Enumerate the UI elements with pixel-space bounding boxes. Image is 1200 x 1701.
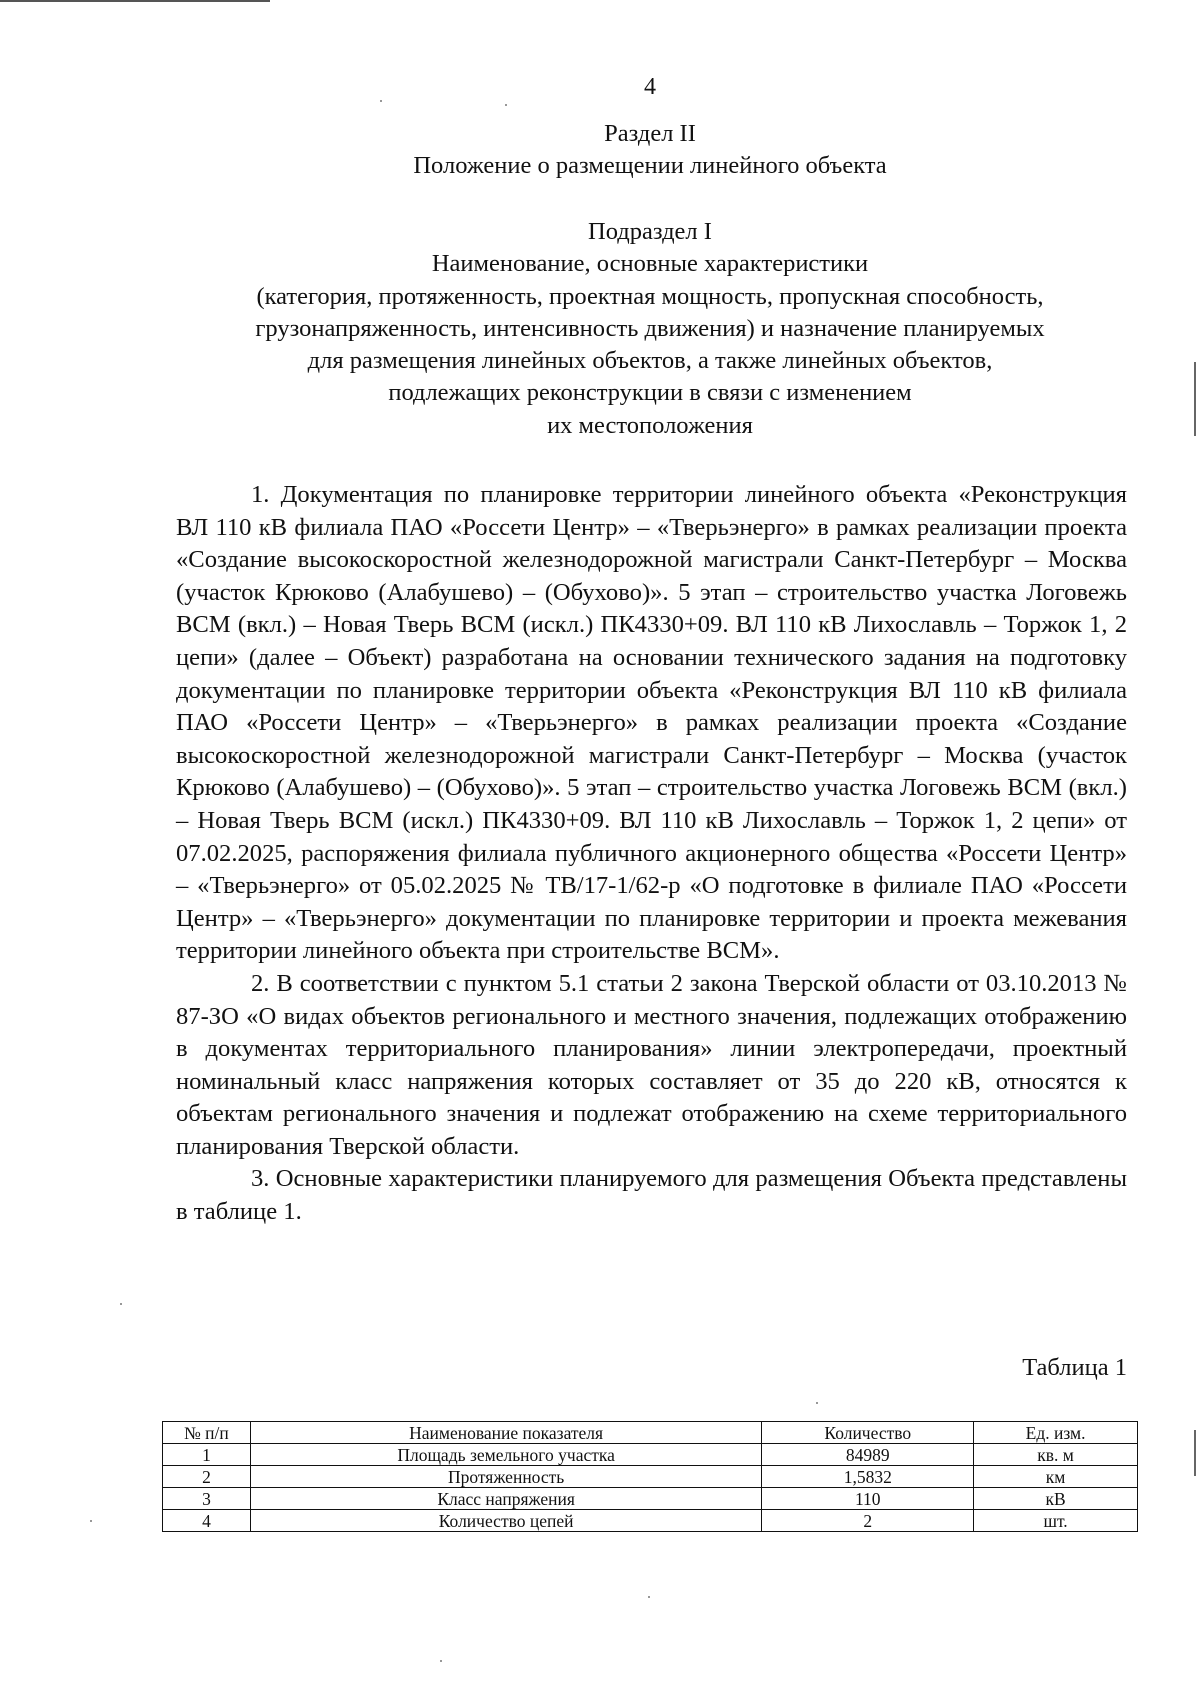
subsection-heading-line: подлежащих реконструкции в связи с изменением	[388, 379, 912, 407]
paragraph-2: 2. В соответствии с пунктом 5.1 статьи 2 закона Тверской области от 03.10.2013 № 87-ЗО «О видах объектов регионального и местного значения, подлежащих отображению в документах территориального планирования» линии электропередачи, проектный номинальный класс напряжения которых составляет от 35 до 220 кВ, относятся к объектам регионального значения и подлежат отображению на схеме территориального планирования Тверской области.	[176, 969, 1127, 1160]
cell-quantity: 1,5832	[762, 1466, 974, 1488]
table-row	[163, 1510, 1138, 1532]
section-subtitle: Положение о размещении линейного объекта	[413, 152, 887, 180]
header-number: № п/п	[163, 1422, 251, 1444]
cell-number: 3	[163, 1488, 251, 1510]
section-heading	[0, 118, 1200, 183]
subsection-title: Подраздел I	[588, 218, 712, 245]
cell-unit: шт.	[974, 1510, 1138, 1532]
header-unit: Ед. изм.	[974, 1422, 1138, 1444]
scan-speck	[90, 1520, 92, 1522]
scan-edge-mark	[1194, 1430, 1196, 1476]
cell-unit: кВ	[974, 1488, 1138, 1510]
cell-quantity: 110	[762, 1488, 974, 1510]
scan-edge-line	[0, 0, 270, 5]
cell-unit: кв. м	[974, 1444, 1138, 1466]
table-caption: Таблица 1	[1022, 1354, 1127, 1381]
scan-speck	[380, 100, 382, 102]
subsection-heading-line: для размещения линейных объектов, а также линейных объектов,	[307, 347, 993, 375]
cell-indicator: Количество цепей	[250, 1510, 761, 1532]
scan-speck	[505, 104, 507, 106]
cell-indicator: Протяженность	[250, 1466, 761, 1488]
body-text	[176, 479, 1127, 1229]
header-quantity: Количество	[762, 1422, 974, 1444]
cell-quantity: 84989	[762, 1444, 974, 1466]
table-header-row	[163, 1422, 1138, 1444]
subsection-heading-line: (категория, протяженность, проектная мощность, пропускная способность,	[256, 282, 1044, 310]
page-number: 4	[644, 74, 656, 100]
scan-speck	[816, 1402, 818, 1404]
header-indicator: Наименование показателя	[250, 1422, 761, 1444]
scan-speck	[120, 1303, 122, 1305]
subsection-heading-line: грузонапряженность, интенсивность движения) и назначение планируемых	[255, 314, 1045, 342]
cell-number: 2	[163, 1466, 251, 1488]
cell-number: 1	[163, 1444, 251, 1466]
paragraph-3: 3. Основные характеристики планируемого для размещения Объекта представлены в таблице 1.	[176, 1165, 1127, 1226]
characteristics-table	[162, 1421, 1138, 1532]
cell-unit: км	[974, 1466, 1138, 1488]
scan-speck	[440, 1660, 442, 1662]
paragraph-1: 1. Документация по планировке территории линейного объекта «Реконструкция ВЛ 110 кВ филиала ПАО «Россети Центр» – «Тверьэнерго» в рамках реализации проекта «Создание высокоскоростной железнодорожной магистрали Санкт-Петербург – Москва (участок Крюково (Алабушево) – (Обухово)». 5 этап – строительство участка Логовежь ВСМ (вкл.) – Новая Тверь ВСМ (искл.) ПК4330+09. ВЛ 110 кВ Лихославль – Торжок 1, 2 цепи» (далее – Объект) разработана на основании технического задания на подготовку документации по планировке территории объекта «Реконструкция ВЛ 110 кВ филиала ПАО «Россети Центр» – «Тверьэнерго» в рамках реализации проекта «Создание высокоскоростной железнодорожной магистрали Санкт-Петербург – Москва (участок Крюково (Алабушево) – (Обухово)». 5 этап – строительство участка Логовежь ВСМ (вкл.) – Новая Тверь ВСМ (искл.) ПК4330+09. ВЛ 110 кВ Лихославль – Торжок 1, 2 цепи» от 07.02.2025, распоряжения филиала публичного акционерного общества «Россети Центр» – «Тверьэнерго» от 05.02.2025 № ТВ/17-1/62-р «О подготовке в филиале ПАО «Россети Центр» – «Тверьэнерго» документации по планировке территории и проекта межевания территории линейного объекта при строительстве ВСМ».	[176, 481, 1127, 965]
section-title: Раздел II	[604, 120, 696, 147]
table-row	[163, 1488, 1138, 1510]
subsection-heading-line: их местоположения	[547, 411, 753, 439]
subsection-heading-line: Наименование, основные характеристики	[431, 250, 869, 278]
subsection-heading	[0, 216, 1200, 442]
table-row	[163, 1444, 1138, 1466]
scan-speck	[648, 1596, 650, 1598]
table-row	[163, 1466, 1138, 1488]
cell-quantity: 2	[762, 1510, 974, 1532]
cell-indicator: Класс напряжения	[250, 1488, 761, 1510]
cell-indicator: Площадь земельного участка	[250, 1444, 761, 1466]
cell-number: 4	[163, 1510, 251, 1532]
